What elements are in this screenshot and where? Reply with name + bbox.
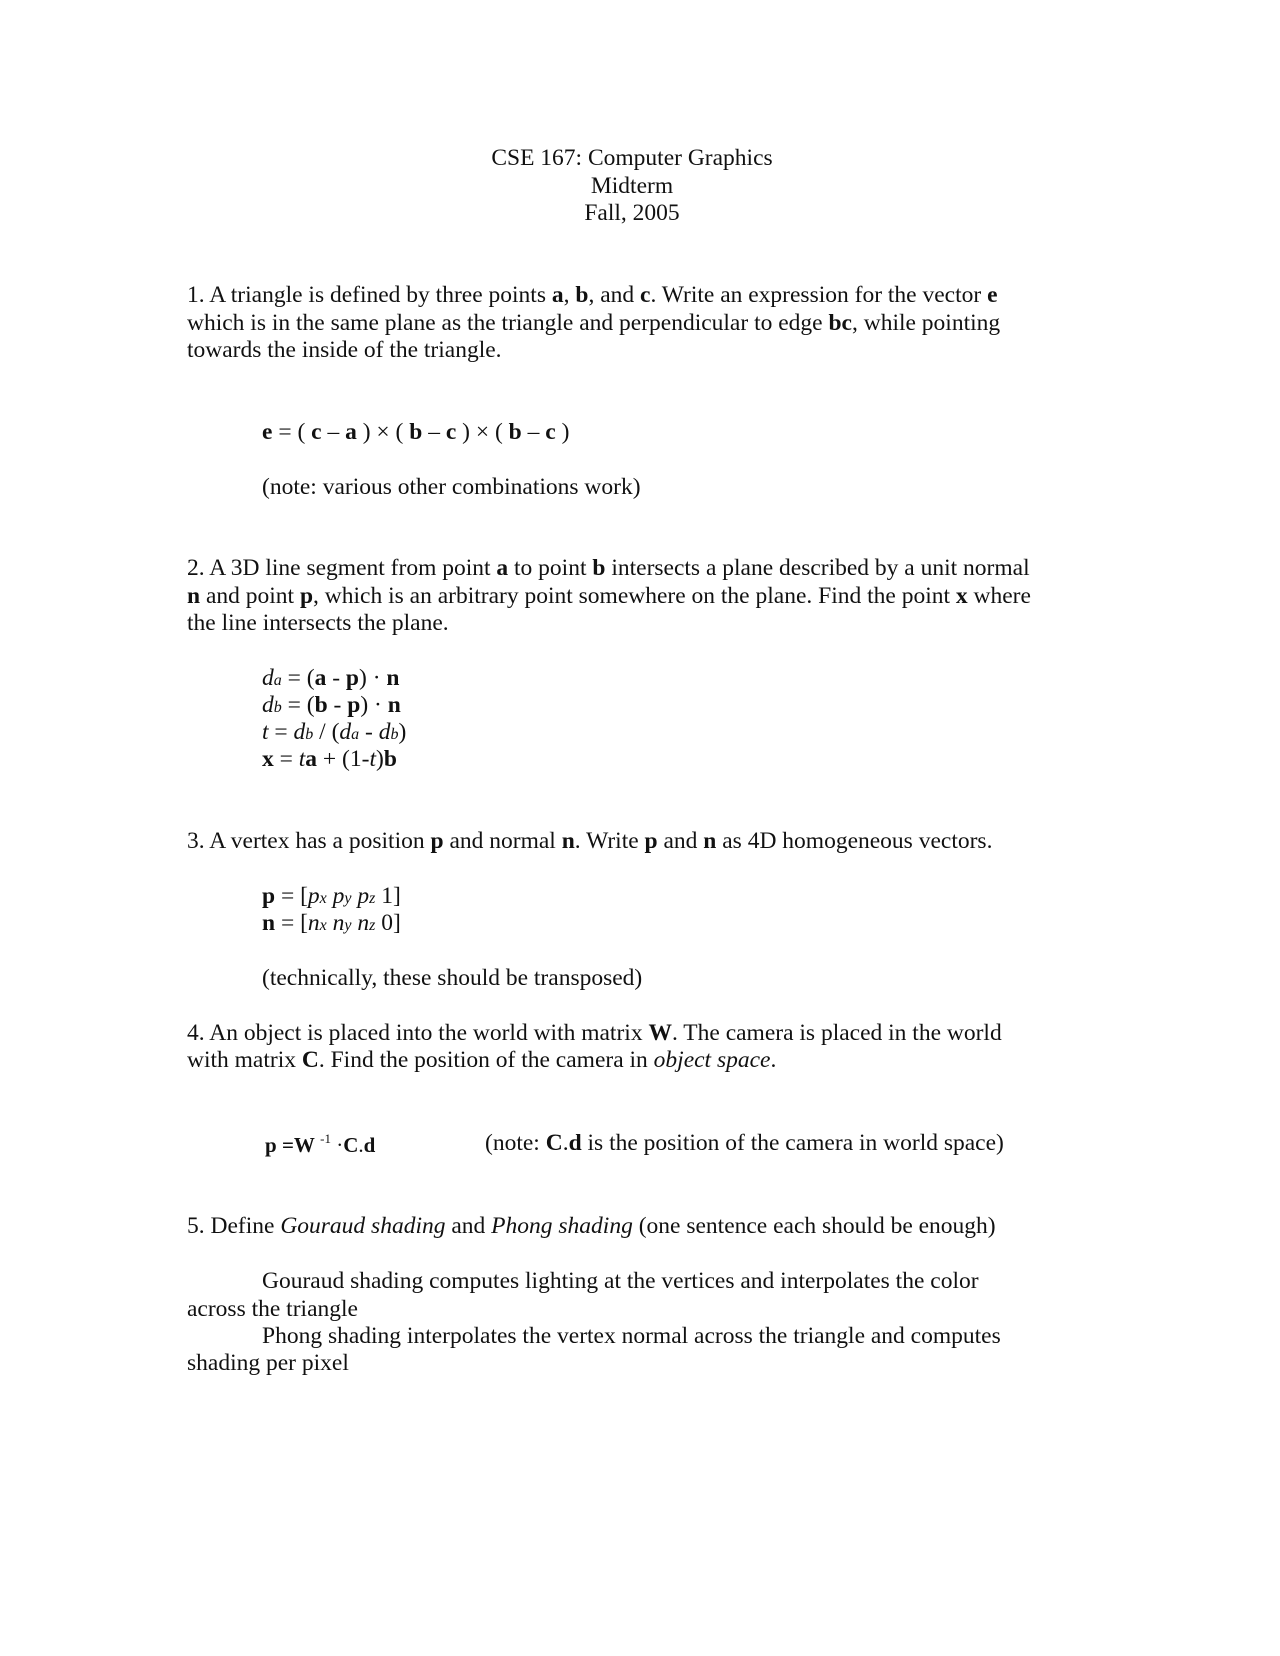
q2-answer-t: t = db / (da - db) <box>262 719 407 745</box>
exam-term: Fall, 2005 <box>584 200 680 226</box>
exam-title: Midterm <box>590 173 674 199</box>
q1-line-2: which is in the same plane as the triangle and perpendicular to edge bc, while pointing <box>187 310 1001 336</box>
q5-gouraud-answer-2: across the triangle <box>187 1296 358 1322</box>
q4-note: (note: C.d is the position of the camera in world space) <box>485 1130 1004 1156</box>
q2-line-1: 2. A 3D line segment from point a to point b intersects a plane described by a unit normal <box>187 555 1030 581</box>
q5-line-1: 5. Define Gouraud shading and Phong shading (one sentence each should be enough) <box>187 1213 996 1239</box>
q4-line-2: with matrix C. Find the position of the camera in object space. <box>187 1047 777 1073</box>
q5-phong-answer-1: Phong shading interpolates the vertex normal across the triangle and computes <box>262 1323 1001 1349</box>
q2-answer-db: db = (b - p) · n <box>262 692 401 718</box>
q3-answer-n: n = [nx ny nz 0] <box>262 910 401 936</box>
q3-note: (technically, these should be transposed) <box>262 965 643 991</box>
q1-line-1: 1. A triangle is defined by three points a, b, and c. Write an expression for the vector e <box>187 282 998 308</box>
q5-gouraud-answer-1: Gouraud shading computes lighting at the vertices and interpolates the color <box>262 1268 979 1294</box>
q4-answer: p =W $^{-1}$ ·C.d <box>265 1131 376 1157</box>
q1-note: (note: various other combinations work) <box>262 474 641 500</box>
q2-answer-da: da = (a - p) · n <box>262 665 400 691</box>
course-title: CSE 167: Computer Graphics <box>491 145 773 171</box>
q3-answer-p: p = [px py pz 1] <box>262 883 401 909</box>
q5-phong-answer-2: shading per pixel <box>187 1350 349 1376</box>
q1-line-3: towards the inside of the triangle. <box>187 337 502 363</box>
q2-line-3: the line intersects the plane. <box>187 610 449 636</box>
q2-line-2: n and point p, which is an arbitrary point somewhere on the plane. Find the point x where <box>187 583 1031 609</box>
q3-line-1: 3. A vertex has a position p and normal n. Write p and n as 4D homogeneous vectors. <box>187 828 993 854</box>
q1-answer: e = ( c – a ) × ( b – c ) × ( b – c ) <box>262 419 570 445</box>
q4-line-1: 4. An object is placed into the world with matrix W. The camera is placed in the world <box>187 1020 1002 1046</box>
q2-answer-x: x = ta + (1-t)b <box>262 746 397 772</box>
